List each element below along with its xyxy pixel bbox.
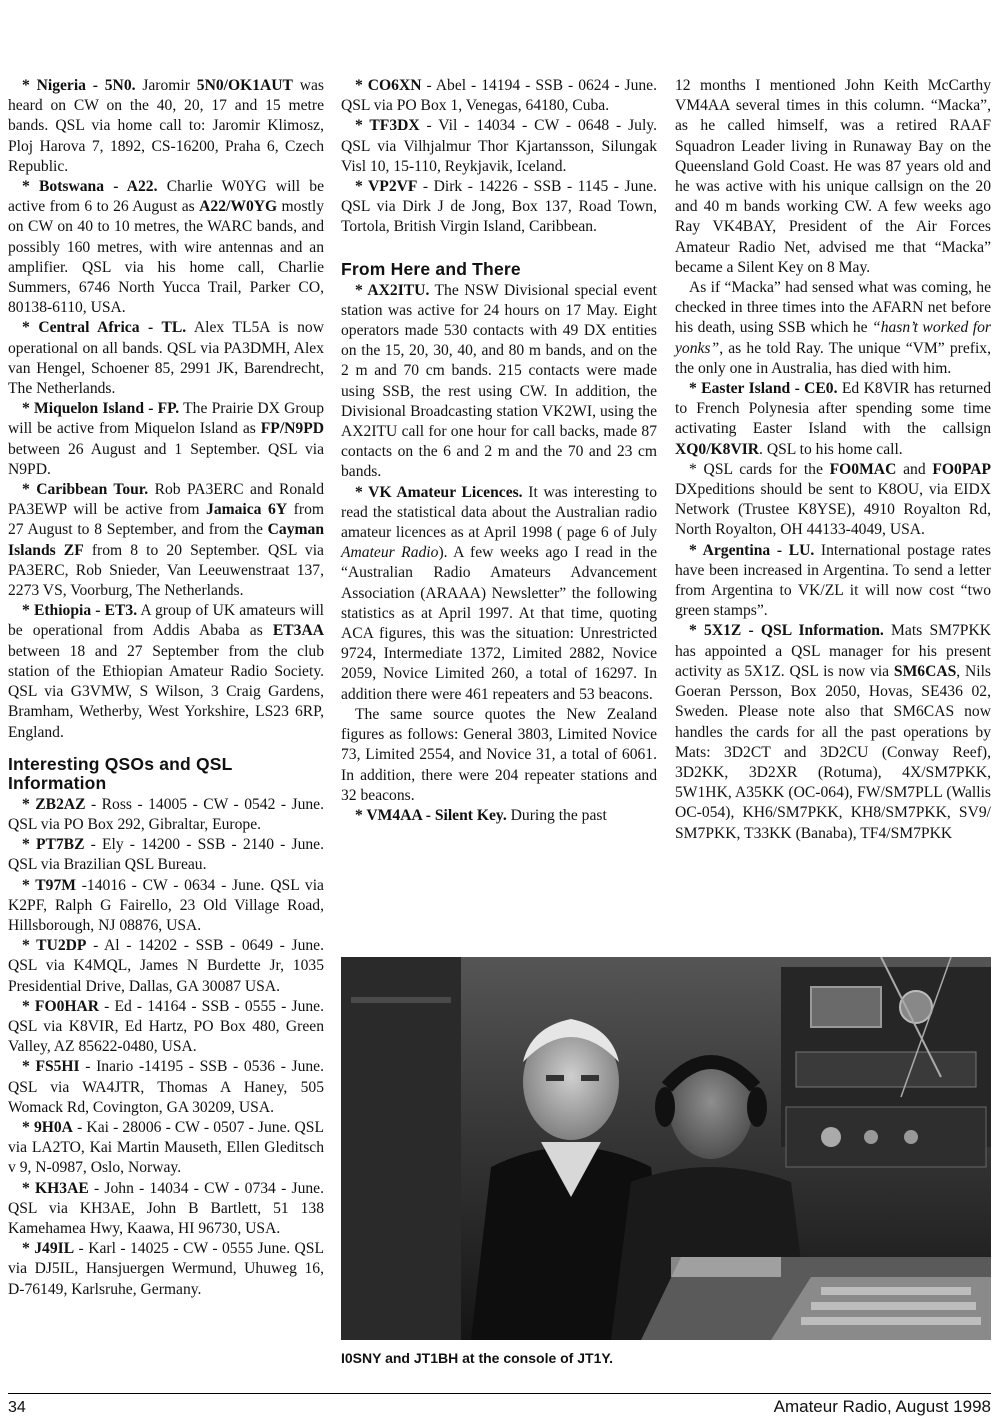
- text: - Ross - 14005 - CW - 0542 - June. QSL via PO Box 292, Gibraltar, Europe.: [8, 795, 324, 833]
- callsign: XQ0/K8VIR: [675, 440, 760, 458]
- text: - John - 14034 - CW - 0734 - June. QSL via KH3AE, John B Bartlett, 51 138 Kamehamea Hwy, Kaawa, HI 96730, USA.: [8, 1179, 324, 1237]
- entry-heading: * Argentina - LU.: [689, 541, 815, 559]
- text: ). A few weeks ago I read in the “Australian Radio Amateurs Advancement Association (ARAAA) Newsletter” the following statistics as at April 1997. At that time, quoting ACA figures, this was the situation: Unrestricted 9724, Intermediate 1372, Limited 2882, Novice 2059, Novice Limited 260, a total of 16297. In addition there were 461 repeaters and 53 beacons.: [341, 544, 657, 703]
- column-2: [341, 76, 657, 826]
- text: It was interesting to read the statistical data about the Australian radio amateur licences as at April 1998 ( page 6 of July: [341, 483, 657, 542]
- text: The Prairie DX Group will be active from Miquelon Island as: [8, 400, 324, 438]
- entry-heading: * Nigeria - 5N0.: [22, 77, 136, 94]
- text: from 8 to 20 September. QSL via PA3ERC, Rob Snieder, Van Leeuwenstraat 137, 2273 VS, Voorburg, The Netherlands.: [8, 541, 324, 600]
- paragraph-vm4aa: [341, 806, 657, 826]
- qso-entry: [8, 835, 324, 875]
- entry-heading: * KH3AE: [22, 1179, 89, 1197]
- paragraph-5x1z: [675, 621, 991, 843]
- text: 12 months I mentioned John Keith McCarthy VM4AA several times in this column. “Macka”, as he called himself, was a retired RAAF Squadron Leader living in Runaway Bay on the Queensland Gold Coast. He was 87 years old and he was active with his unique callsign on the 20 and 40 m bands working CW. A few weeks ago Ray VK4BAY, President of the Air Forces Amateur Radio Net, advised me that “Macka” became a Silent Key on 8 May.: [675, 77, 991, 276]
- callsign: Jamaica 6Y: [206, 501, 288, 519]
- paragraph-ax2itu: [341, 281, 657, 483]
- callsign: FO0MAC: [829, 460, 897, 478]
- entry-heading: * Miquelon Island - FP.: [22, 400, 180, 418]
- entry-heading: * 5X1Z - QSL Information.: [689, 622, 884, 640]
- photo-illustration: [341, 957, 991, 1340]
- entry-heading: * AX2ITU.: [355, 281, 430, 299]
- entry-heading: * ZB2AZ: [22, 795, 86, 813]
- qso-entry: [8, 1239, 324, 1300]
- text: A group of UK amateurs will be operational from Addis Ababa as: [8, 602, 324, 640]
- entry-heading: * FS5HI: [22, 1058, 80, 1076]
- entry-heading: * T97M: [22, 876, 76, 894]
- paragraph-easter-island: [675, 379, 991, 460]
- text: between 26 August and 1 September. QSL via N9PD.: [8, 440, 324, 478]
- callsign: A22/W0YG: [199, 198, 278, 216]
- paragraph-central-africa: [8, 318, 324, 399]
- entry-heading: * 9H0A: [22, 1118, 73, 1136]
- quote: “hasn’t worked for yonks”: [675, 319, 991, 357]
- text: -14016 - CW - 0634 - June. QSL via K2PF, Ralph G Fairello, 23 Old Village Road, Hillsborough, NJ 08876, USA.: [8, 876, 324, 934]
- photo-caption: I0SNY and JT1BH at the console of JT1Y.: [341, 1350, 614, 1366]
- text: - Vil - 14034 - CW - 0648 - July. QSL via Vilhjalmur Thor Kjartansson, Silungak Visl 10, 15-110, Reykjavik, Iceland.: [341, 117, 657, 175]
- callsign: 5N0/OK1AUT: [196, 77, 293, 94]
- callsign: ET3AA: [272, 622, 324, 640]
- qso-entry: [341, 76, 657, 116]
- paragraph-vm4aa-cont: [675, 76, 991, 278]
- entry-heading: * TF3DX: [355, 117, 420, 135]
- text: - Abel - 14194 - SSB - 0624 - June. QSL via PO Box 1, Venegas, 64180, Cuba.: [341, 77, 657, 115]
- photo-console: [341, 957, 991, 1340]
- entry-heading: * Botswana - A22.: [22, 178, 158, 196]
- text: Mats SM7PKK has appointed a QSL manager for his present activity as 5X1Z. QSL is now via: [675, 622, 991, 680]
- qso-entry: [8, 1057, 324, 1118]
- footer-rule: [8, 1393, 991, 1394]
- entry-heading: * Ethiopia - ET3.: [22, 602, 138, 620]
- text: Jaromir: [135, 77, 197, 94]
- text: , as he told Ray. The unique “VM” prefix, the only one in Australia, has died with him.: [675, 339, 991, 377]
- paragraph-nigeria: [8, 76, 324, 177]
- callsign: Cayman Islands ZF: [8, 521, 324, 559]
- entry-heading: * VK Amateur Licences.: [355, 483, 523, 501]
- callsign: FP/N9PD: [260, 420, 324, 438]
- text: The same source quotes the New Zealand figures as follows: General 3803, Limited Novice 73, Limited 2554, and Novice 31, a total of 6061. In addition, there were 204 repeater stations and 32 beacons.: [341, 705, 657, 804]
- text: DXpeditions should be sent to K8OU, via EIDX Network (Trustee K8YSE), 4910 Royalton Rd, North Royalton, OH 44133-4049, USA.: [675, 481, 991, 539]
- callsign: FO0PAP: [932, 460, 991, 478]
- paragraph-qsl-cards: [675, 460, 991, 541]
- paragraph-macka: [675, 278, 991, 379]
- footer-publication: Amateur Radio, August 1998: [773, 1397, 991, 1416]
- text: Rob PA3ERC and Ronald PA3EWP will be active from: [8, 481, 324, 519]
- text: * QSL cards for the: [689, 460, 830, 478]
- text: International postage rates have been increased in Argentina. To send a letter from Argentina to VK/ZL it will now cost “two green stamps”.: [675, 541, 992, 620]
- text: mostly on CW on 40 to 10 metres, the WARC bands, and possibly 160 metres, with wire antennas and an amplifier. QSL via his home call, Charlie Summers, 6746 North Yucca Trail, Parker CO, 80138-6110, USA.: [8, 198, 324, 317]
- qso-entry: [8, 997, 324, 1058]
- paragraph-miquelon: [8, 399, 324, 480]
- text: , Nils Goeran Persson, Box 2050, Hovas, SE436 02, Sweden. Please note also that SM6CAS now handles the cards for all the past operations by Mats: 3D2CT and 3D2CU (Conway Reef), 3D2KK, 3D2XR (Rotuma), 4X/SM7PKK, 5W1HK, A35KK (OC-064), FW/SM7PLL (Wallis OC-054), KH6/SM7PKK, KH8/SM7PKK, SV9/ SM7PKK, T33KK (Banaba), TF4/SM7PKK: [675, 662, 992, 842]
- entry-heading: * VM4AA - Silent Key.: [355, 806, 507, 824]
- entry-heading: * TU2DP: [22, 937, 87, 955]
- text: between 18 and 27 September from the club station of the Ethiopian Amateur Radio Society. QSL via G3VMW, S Wilson, 3 Craig Gardens, Bramham, Wetherby, West Yorkshire, LS23 6RP, England.: [8, 642, 324, 741]
- text: from 27 August to 8 September, and from the: [8, 501, 324, 539]
- qso-entry: [8, 1179, 324, 1240]
- paragraph-botswana: [8, 177, 324, 318]
- column-3: [675, 76, 991, 844]
- text: - Karl - 14025 - CW - 0555 June. QSL via DJ5IL, Hansjuergen Wermund, Uhuweg 16, D-76149, Karlsruhe, Germany.: [8, 1240, 324, 1298]
- text: - Kai - 28006 - CW - 0507 - June. QSL via LA2TO, Kai Martin Mauseth, Ellen Gleditsch v 9, N-0987, Oslo, Norway.: [8, 1118, 324, 1177]
- entry-heading: * PT7BZ: [22, 836, 85, 854]
- entry-heading: * CO6XN: [355, 77, 422, 94]
- text: Alex TL5A is now operational on all bands. QSL via PA3DMH, Alex van Hengel, Schoener 85, 2991 JK, Barendrecht, The Netherlands.: [8, 319, 324, 398]
- qso-entry: [8, 1118, 324, 1179]
- text: Ed K8VIR has returned to French Polynesia after spending some time activating Easter Island with the callsign: [675, 380, 991, 438]
- entry-heading: * Central Africa - TL.: [22, 319, 187, 337]
- paragraph-caribbean-tour: [8, 480, 324, 601]
- text: - Ely - 14200 - SSB - 2140 - June. QSL via Brazilian QSL Bureau.: [8, 836, 324, 874]
- paragraph-vk-licences: [341, 483, 657, 705]
- text: During the past: [506, 806, 607, 824]
- text: Charlie W0YG will be active from 6 to 26 August as: [8, 178, 324, 216]
- entry-heading: * Caribbean Tour.: [22, 481, 149, 499]
- text: - Al - 14202 - SSB - 0649 - June. QSL via K4MQL, James N Burdette Jr, 1035 Presidential Drive, Dallas, GA 30087 USA.: [8, 937, 324, 995]
- qso-entry: [8, 876, 324, 937]
- entry-heading: * VP2VF: [355, 178, 418, 196]
- paragraph-nz-figures: [341, 705, 657, 806]
- qso-entry: [341, 177, 657, 238]
- paragraph-ethiopia: [8, 601, 324, 742]
- text: As if “Macka” had sensed what was coming, he checked in three times into the AFARN net before his death, using SSB which he: [675, 279, 991, 337]
- entry-heading: * FO0HAR: [22, 997, 100, 1015]
- entry-heading: * J49IL: [22, 1240, 75, 1258]
- text: and: [896, 460, 933, 478]
- text: - Inario -14195 - SSB - 0536 - June. QSL via WA4JTR, Thomas A Haney, 505 Womack Rd, Covington, GA 30209, USA.: [8, 1058, 325, 1116]
- qso-entry: [8, 936, 324, 997]
- qso-entry: [341, 116, 657, 177]
- text: - Ed - 14164 - SSB - 0555 - June. QSL via K8VIR, Ed Hartz, PO Box 480, Green Valley, AZ 85622-0480, USA.: [8, 997, 324, 1056]
- paragraph-argentina: [675, 541, 991, 622]
- section-heading-qsos: Interesting QSOs and QSL Information: [8, 753, 233, 793]
- text: was heard on CW on the 40, 20, 17 and 15 metre bands. QSL via home call to: Jaromir Klimosz, Ploj Harova 7, 1892, CS-16200, Praha 6, Czech Republic.: [8, 77, 324, 175]
- publication-title: Amateur Radio: [341, 544, 439, 562]
- entry-heading: * Easter Island - CE0.: [689, 380, 838, 398]
- callsign: SM6CAS: [893, 662, 957, 680]
- text: - Dirk - 14226 - SSB - 1145 - June. QSL via Dirk J de Jong, Box 137, Road Town, Tortola, British Virgin Island, Caribbean.: [341, 178, 657, 236]
- page-number: 34: [8, 1399, 26, 1416]
- qso-entry: [8, 795, 324, 835]
- text: The NSW Divisional special event station was active for 24 hours on 17 May. Eight operators made 530 contacts with 49 DX entities on the 15, 20, 30, 40, and 80 m bands, and on the 2 m and 70 cm bands. 215 contacts were made using SSB, the rest using CW. In addition, the Divisional Broadcasting station VK2WI, using the AX2ITU call for one hour for call backs, made 87 contacts on the 6 and 2 m and the 70 and 23 cm bands.: [341, 281, 657, 481]
- section-heading-here-and-there: From Here and There: [341, 258, 521, 279]
- text: . QSL to his home call.: [759, 440, 903, 458]
- column-1: [8, 76, 324, 1300]
